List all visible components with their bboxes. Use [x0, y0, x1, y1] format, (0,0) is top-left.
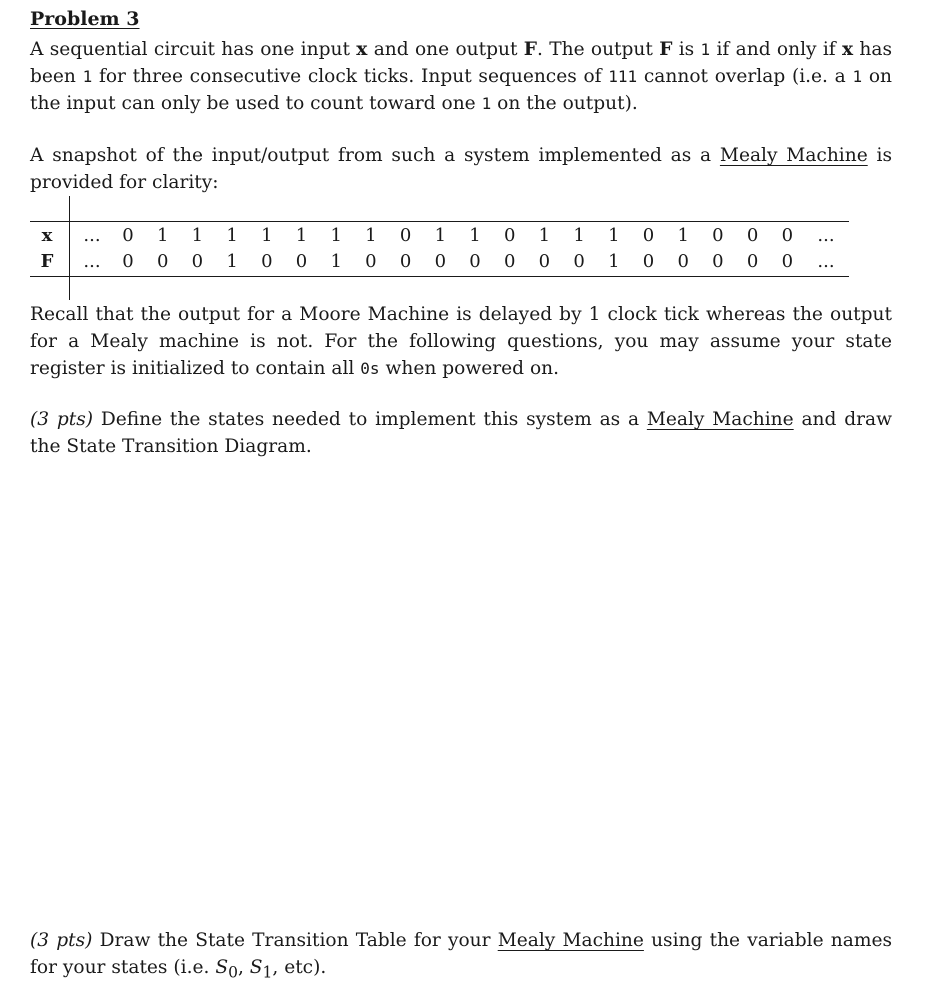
table-cell: 0 [261, 251, 273, 272]
table-cell: 0 [399, 251, 412, 272]
row-lead-ellipsis: ... [83, 225, 101, 246]
table-row-F [30, 251, 850, 277]
table-cell: 1 [677, 225, 689, 246]
table-cell: 0 [295, 251, 308, 272]
table-cell: 1 [191, 225, 204, 246]
row-lead-ellipsis: ... [83, 251, 101, 272]
table-cell: 0 [781, 225, 794, 246]
table-cell: 0 [399, 225, 412, 246]
table-top-rule [30, 221, 849, 222]
question-1: (3 pts) Define the states needed to implement this system as a Mealy Machine and draw the State Transition Diagram. [30, 409, 892, 457]
table-cell: 1 [469, 225, 481, 246]
table-cell: 0 [156, 251, 169, 272]
table-cell: 1 [608, 251, 620, 272]
table-cell: 0 [503, 225, 516, 246]
table-row-x [30, 225, 850, 251]
row-label: x [41, 225, 53, 246]
table-cell: 1 [538, 225, 551, 246]
table-cell: 0 [746, 225, 759, 246]
table-cell: 1 [434, 225, 447, 246]
table-cell: 0 [122, 251, 134, 272]
table-cell: 1 [156, 225, 169, 246]
table-cell: 0 [191, 251, 204, 272]
table-cell: 1 [365, 225, 377, 246]
row-label: F [40, 251, 54, 272]
table-cell: 0 [746, 251, 759, 272]
table-cell: 0 [573, 251, 585, 272]
io-snapshot-table [30, 196, 850, 298]
table-cell: 0 [712, 225, 724, 246]
row-trail-ellipsis: ... [817, 251, 835, 272]
table-cell: 0 [538, 251, 551, 272]
question-2: (3 pts) Draw the State Transition Table for your Mealy Machine using the variable names for your states (i.e. $S_0$, $S_1$, etc). [30, 930, 892, 982]
table-cell: 0 [677, 251, 689, 272]
table-cell: 0 [503, 251, 516, 272]
table-cell: 0 [712, 251, 724, 272]
table-cell: 0 [781, 251, 794, 272]
snapshot-paragraph: A snapshot of the input/output from such a system implemented as a Mealy Machine is provided for clarity: [30, 145, 892, 193]
table-cell: 0 [642, 225, 655, 246]
table-cell: 1 [226, 251, 238, 272]
table-cell: 0 [469, 251, 481, 272]
row-trail-ellipsis: ... [817, 225, 835, 246]
table-cell: 1 [295, 225, 308, 246]
table-cell: 1 [261, 225, 273, 246]
table-cell: 1 [226, 225, 238, 246]
table-cell: 1 [330, 251, 342, 272]
problem-title: Problem 3 [30, 8, 140, 30]
table-cell: 0 [122, 225, 134, 246]
table-cell: 0 [365, 251, 377, 272]
table-cell: 1 [573, 225, 585, 246]
intro-paragraph: A sequential circuit has one input x and one output F. The output F is 1 if and only if x has been 1 for three consecutive clock ticks. Input sequences of 111 cannot overlap (i.e. a 1 on the input can only be used to count toward one 1 on the output). [30, 39, 893, 114]
table-cell: 1 [608, 225, 620, 246]
table-cell: 0 [642, 251, 655, 272]
recall-paragraph: Recall that the output for a Moore Machine is delayed by 1 clock tick whereas the output for a Mealy machine is not. For the following questions, you may assume your state register is initialized to contain all 0s when powered on. [30, 304, 892, 379]
table-cell: 1 [330, 225, 342, 246]
table-cell: 0 [434, 251, 447, 272]
